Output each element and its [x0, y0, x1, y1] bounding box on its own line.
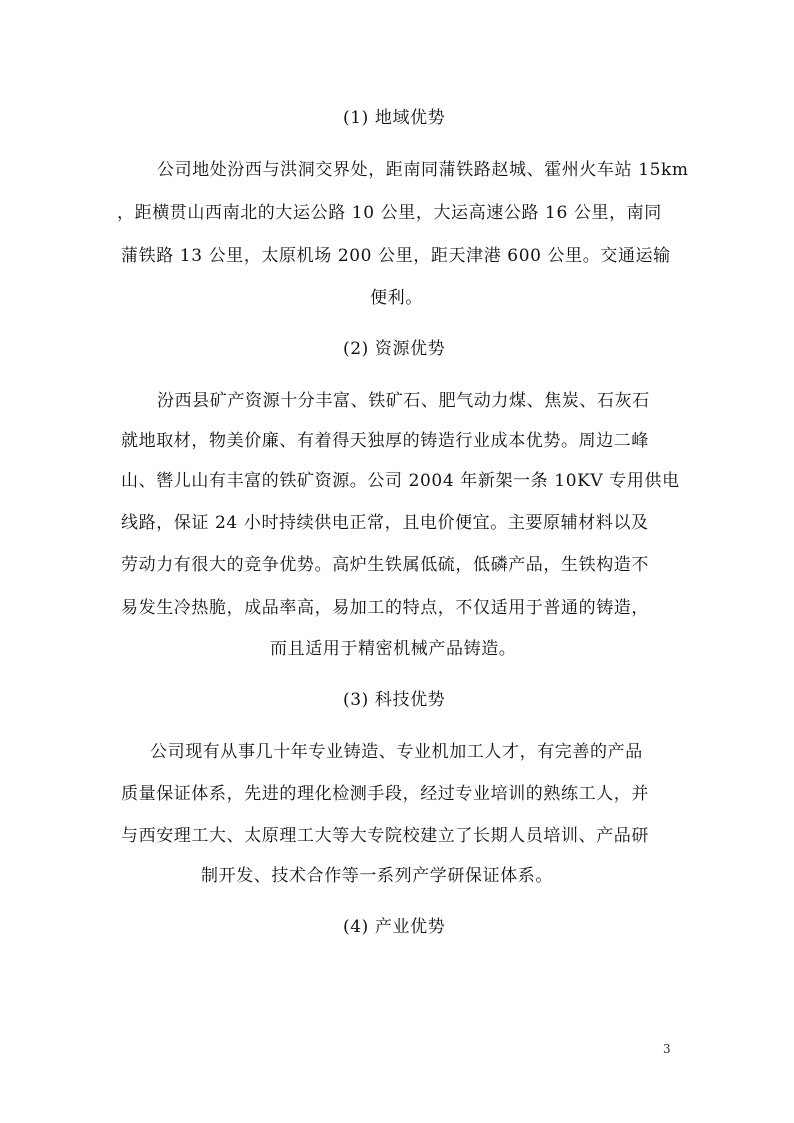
paragraph-line: 便利。 — [370, 288, 423, 308]
paragraph-line: 线路，保证 24 小时持续供电正常，且电价便宜。主要原辅材料以及 — [121, 513, 649, 533]
paragraph-line: 质量保证体系，先进的理化检测手段，经过专业培训的熟练工人，并 — [121, 784, 649, 804]
page-number: 3 — [663, 1042, 671, 1056]
paragraph-line: 而且适用于精密机械产品铸造。 — [270, 639, 517, 659]
paragraph-line: 汾西县矿产资源十分丰富、铁矿石、肥气动力煤、焦炭、石灰石 — [157, 391, 650, 411]
paragraph-line: 公司地处汾西与洪洞交界处，距南同蒲铁路赵城、霍州火车站 15km — [157, 160, 689, 180]
section-heading-industry: (4) 产业优势 — [343, 917, 446, 937]
paragraph-line: 就地取材，物美价廉、有着得天独厚的铸造行业成本优势。周边二峰 — [121, 431, 649, 451]
paragraph-line: 与西安理工大、太原理工大等大专院校建立了长期人员培训、产品研 — [121, 826, 649, 846]
paragraph-line: 山、辔儿山有丰富的铁矿资源。公司 2004 年新架一条 10KV 专用供电 — [121, 471, 680, 491]
paragraph-line: 劳动力有很大的竞争优势。高炉生铁属低硫，低磷产品，生铁构造不 — [121, 555, 649, 575]
paragraph-line: 蒲铁路 13 公里，太原机场 200 公里，距天津港 600 公里。交通运输 — [121, 246, 671, 266]
section-heading-technology: (3) 科技优势 — [343, 690, 446, 710]
section-heading-resources: (2) 资源优势 — [343, 339, 446, 359]
paragraph-line: 易发生冷热脆，成品率高，易加工的特点，不仅适用于普通的铸造， — [121, 598, 649, 618]
paragraph-line: 制开发、技术合作等一系列产学研保证体系。 — [201, 866, 553, 886]
paragraph-line: ，距横贯山西南北的大运公路 10 公里，大运高速公路 16 公里，南同 — [117, 203, 662, 223]
section-heading-location: (1) 地域优势 — [343, 108, 446, 128]
paragraph-line: 公司现有从事几十年专业铸造、专业机加工人才，有完善的产品 — [150, 742, 643, 762]
